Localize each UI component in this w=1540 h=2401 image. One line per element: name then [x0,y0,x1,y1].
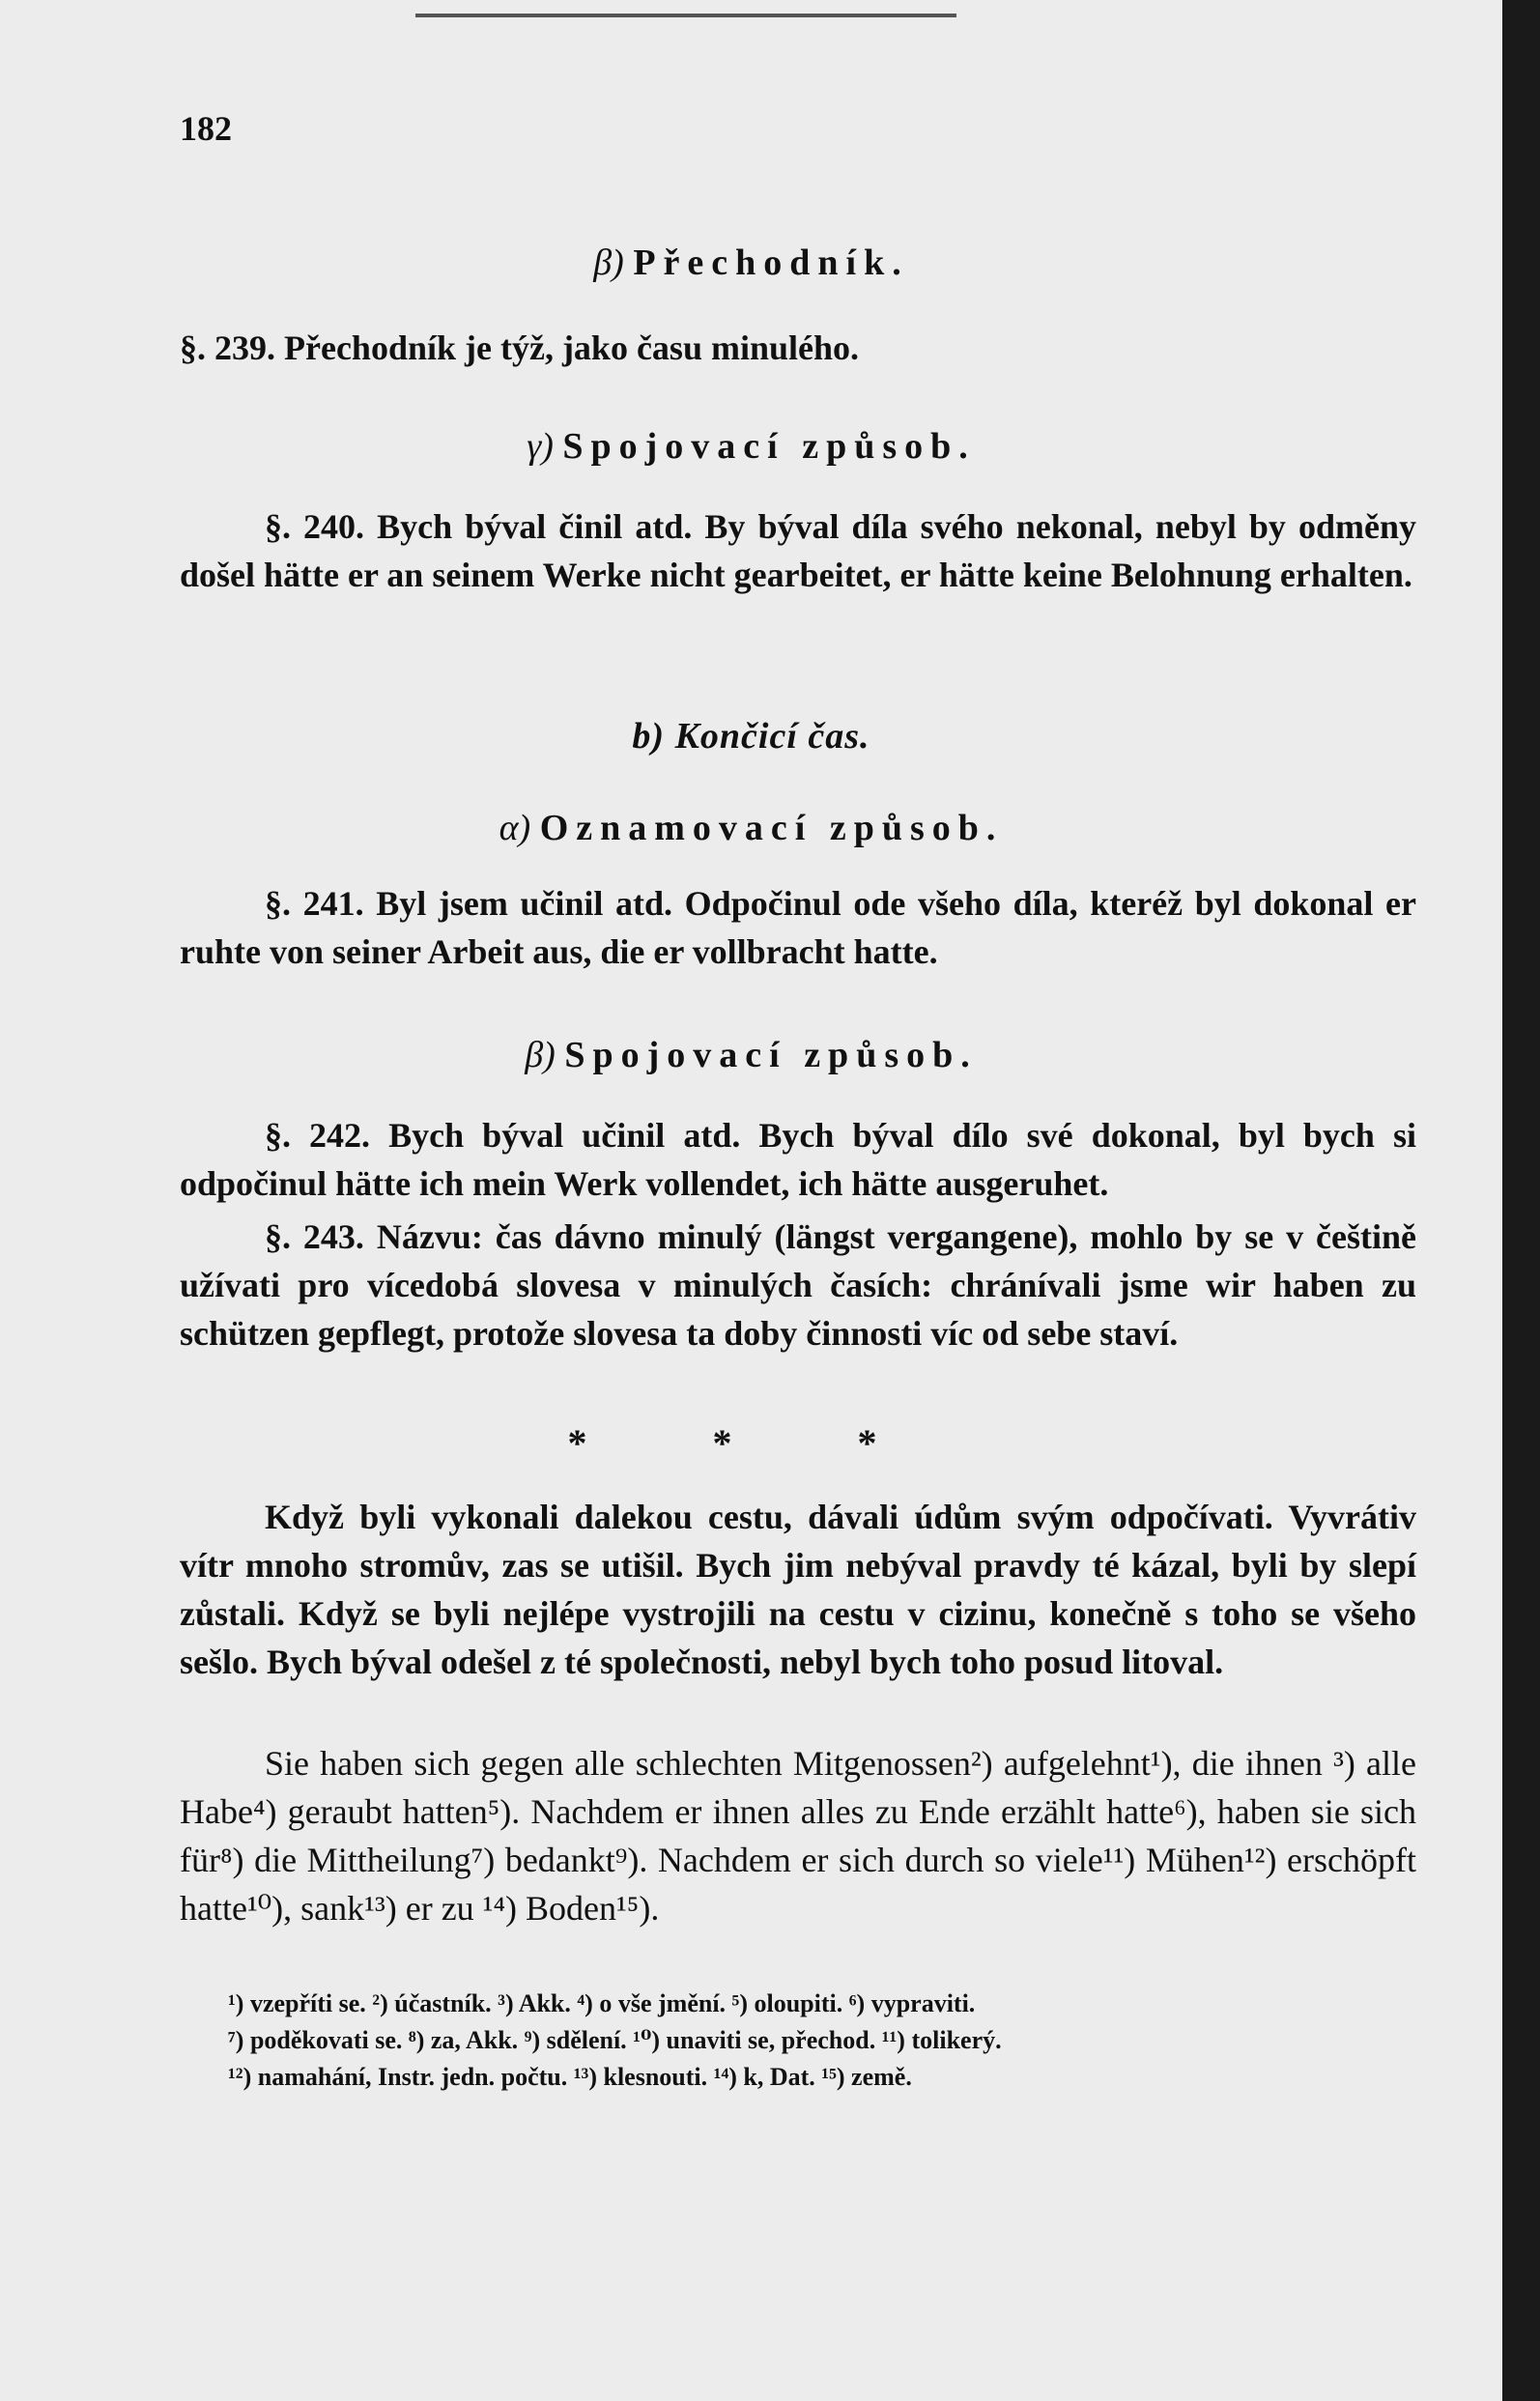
heading-marker: α) [499,808,531,848]
heading-oznamovaci [0,807,1502,849]
paragraph-242: §. 242. Bych býval učinil atd. Bych býval dílo své dokonal, byl bych si odpočinul hätte ich mein Werk vollendet, ich hätte ausgeruhet. [180,1116,1416,1203]
footnote-line: ¹²) namahání, Instr. jedn. počtu. ¹³) klesnouti. ¹⁴) k, Dat. ¹⁵) země. [228,2063,912,2091]
heading-title: Spojovací způsob. [562,426,976,467]
section-divider-stars: * * * [567,1421,935,1465]
heading-title: Přechodník. [633,243,909,283]
footnote-line: ¹) vzepříti se. ²) účastník. ³) Akk. ⁴) o vše jmění. ⁵) oloupiti. ⁶) vypraviti. [228,1989,976,2017]
exercise-german: Sie haben sich gegen alle schlechten Mitgenossen²) aufgelehnt¹), die ihnen ³) alle Habe⁴) geraubt hatten⁵). Nachdem er ihnen alles zu Ende erzählt hatte⁶), haben sie sich für⁸) die Mittheilung⁷) bedankt⁹). Nachdem er sich durch so viele¹¹) Mühen¹²) erschöpft hatte¹⁰), sank¹³) er zu ¹⁴) Boden¹⁵). [180,1744,1416,1928]
heading-marker: β) [593,243,624,283]
heading-prechodnik [0,242,1502,284]
footnotes [228,1986,1416,2096]
exercise-czech: Když byli vykonali dalekou cestu, dávali údům svým odpočívati. Vyvrátiv vítr mnoho stromův, zas se utišil. Bych jim nebýval pravdy té kázal, byli by slepí zůstali. Když se byli nejlépe vystrojili na cestu v cizinu, konečně s toho se všeho sešlo. Bych býval odešel z té společnosti, nebyl bych toho posud litoval. [180,1498,1416,1681]
heading-spojovaci-1 [0,425,1502,468]
heading-marker: γ) [527,426,554,467]
page-number: 182 [180,109,232,148]
heading-spojovaci-2 [0,1034,1502,1076]
heading-koncici-cas: b) Končicí čas. [632,716,870,757]
paragraph-240: §. 240. Bych býval činil atd. By býval díla svého nekonal, nebyl by odměny došel hätte er an seinem Werke nicht gearbeitet, er hätte keine Belohnung erhalten. [180,507,1416,594]
top-rule [415,14,956,17]
heading-title: Oznamovací způsob. [539,808,1004,848]
heading-marker: β) [525,1035,556,1075]
paragraph-239: §. 239. Přechodník je týž, jako času minulého. [180,329,860,367]
heading-title: Spojovací způsob. [564,1035,978,1075]
paragraph-243: §. 243. Názvu: čas dávno minulý (längst vergangene), mohlo by se v češtině užívati pro vícedobá slovesa v minulých časích: chránívali jsme wir haben zu schützen gepflegt, protože slovesa ta doby činnosti víc od sebe staví. [180,1217,1416,1353]
footnote-line: ⁷) poděkovati se. ⁸) za, Akk. ⁹) sdělení. ¹⁰) unaviti se, přechod. ¹¹) tolikerý. [228,2026,1002,2054]
scan-edge [1502,0,1540,2401]
paragraph-241: §. 241. Byl jsem učinil atd. Odpočinul ode všeho díla, kteréž byl dokonal er ruhte von seiner Arbeit aus, die er vollbracht hatte. [180,884,1416,971]
